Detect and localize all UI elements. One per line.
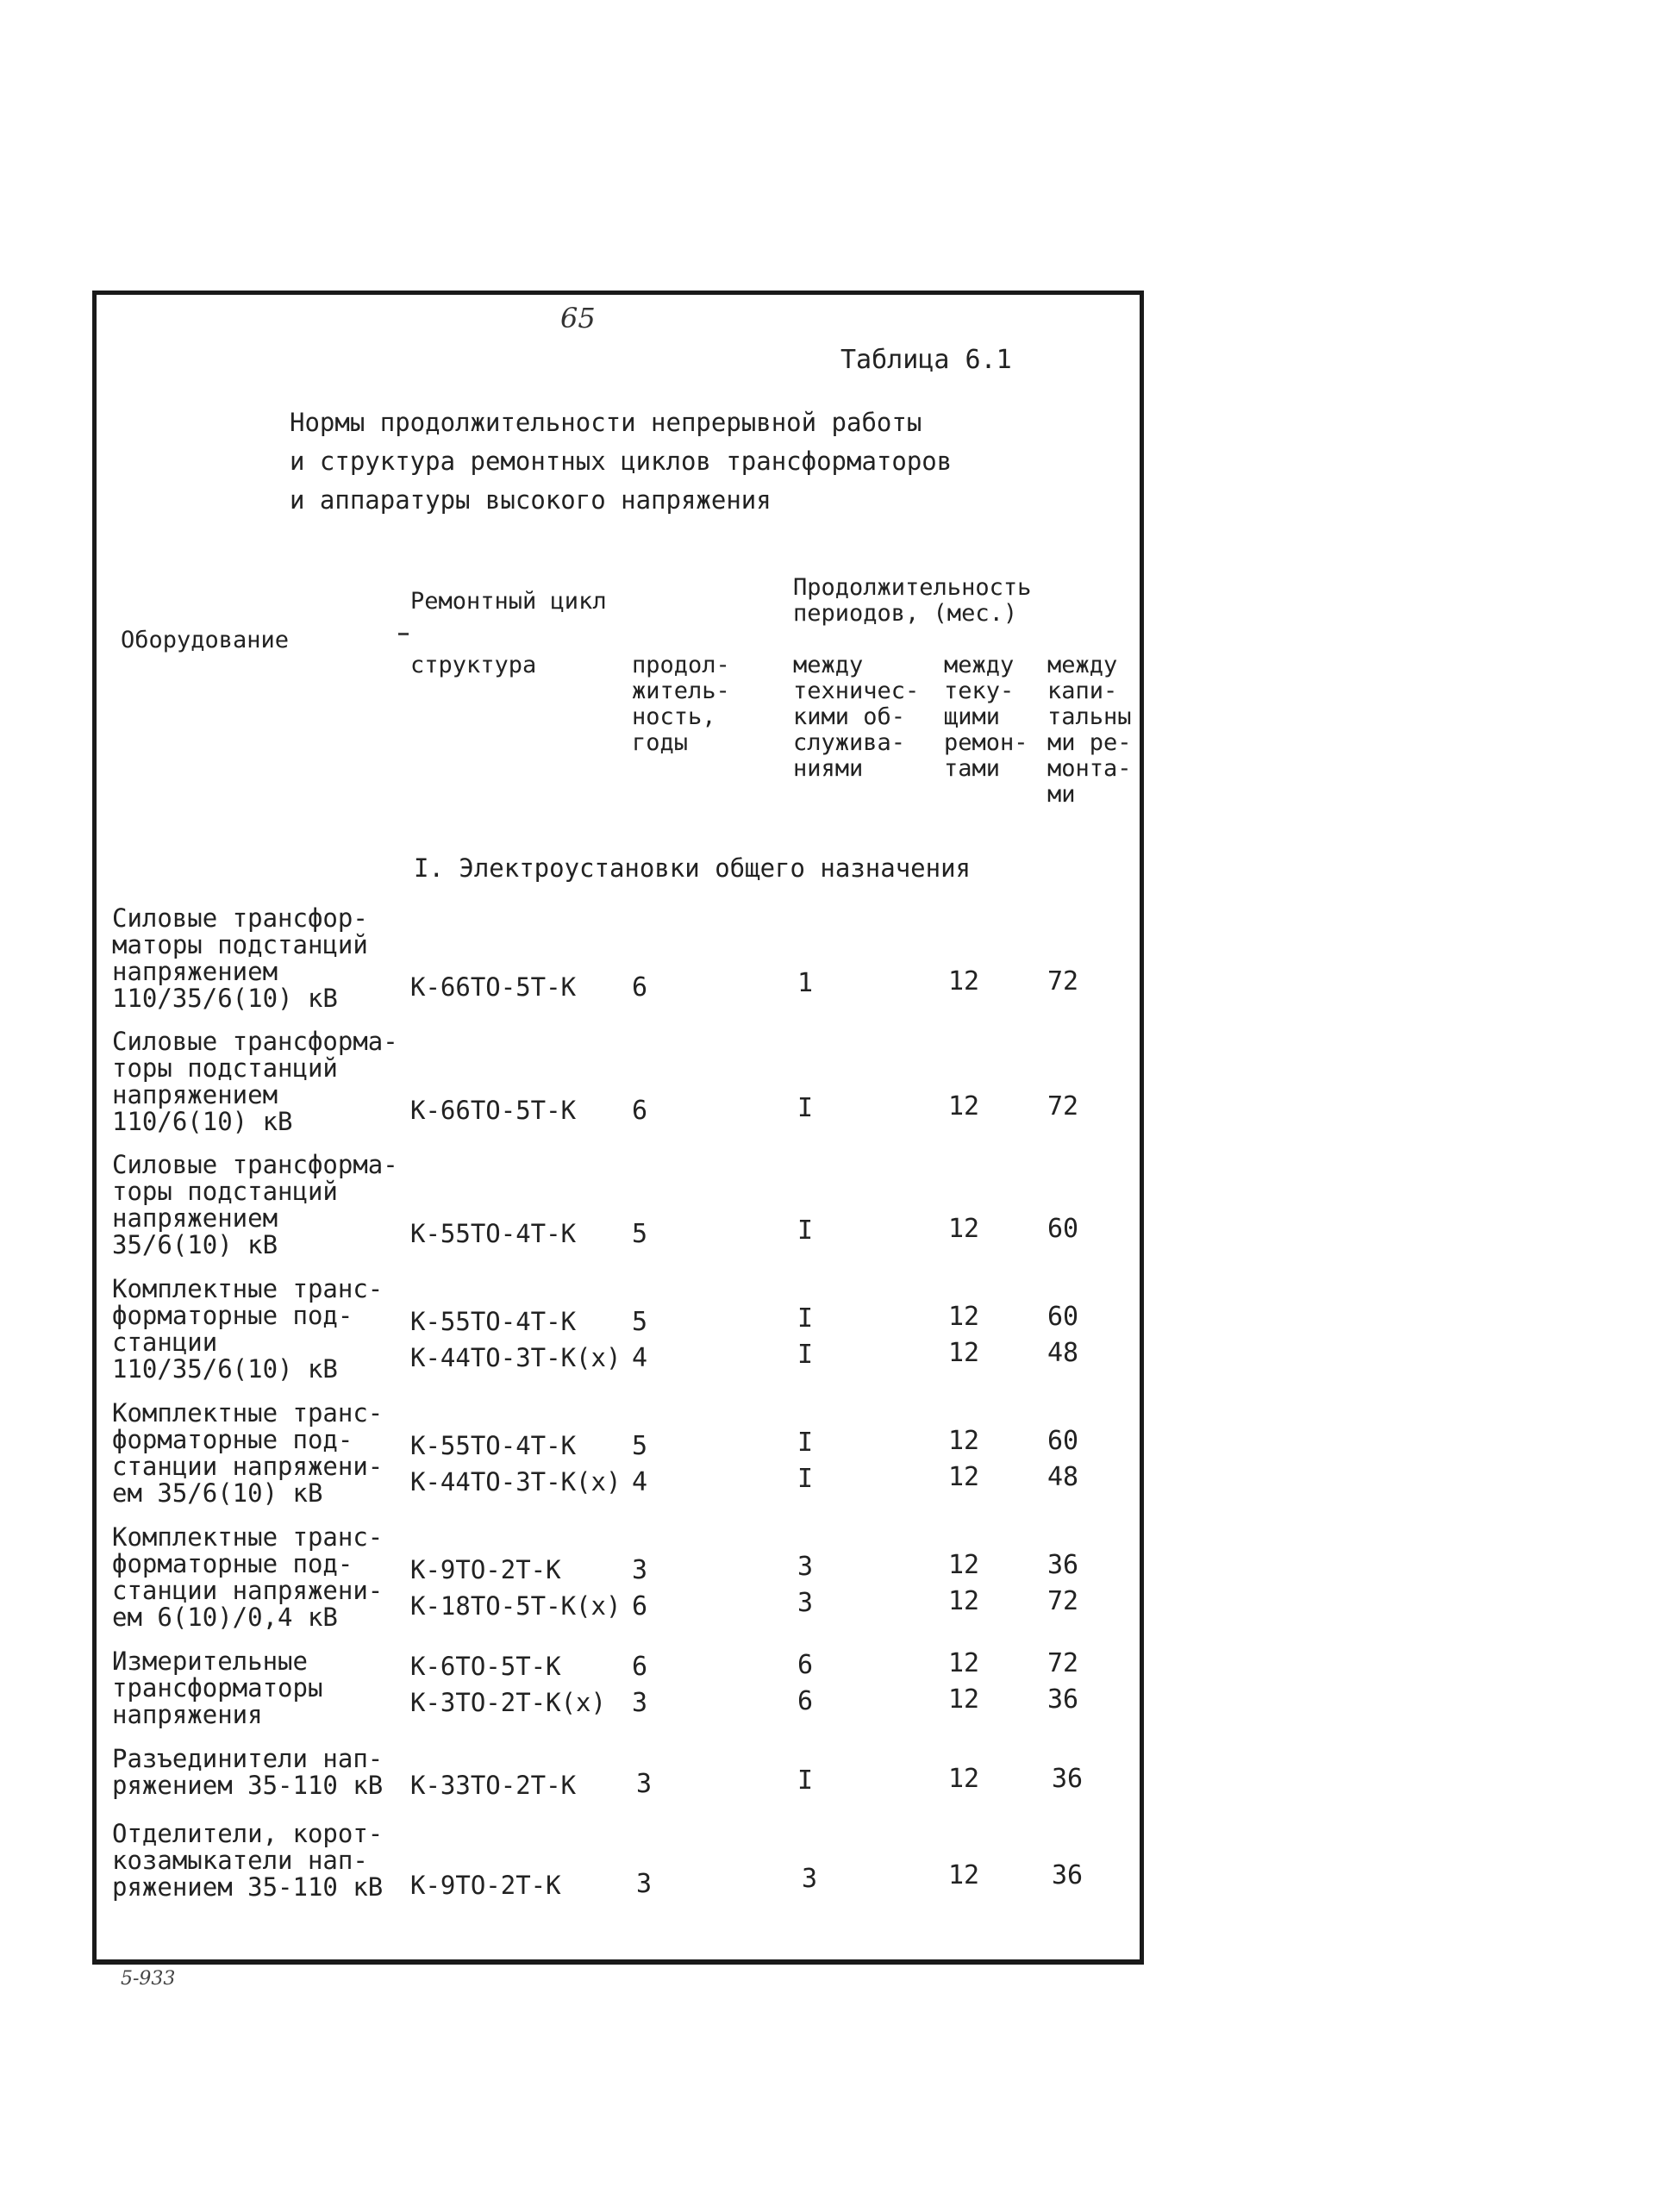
row-1-structure: К-66ТО-5Т-К [410, 972, 577, 1002]
row-7-maintenance-2: 6 [797, 1686, 814, 1716]
row-7-equipment: Измерительные трансформаторы напряжения [112, 1647, 323, 1729]
row-1-current: 12 [948, 966, 980, 997]
row-2-structure: К-66ТО-5Т-К [410, 1096, 577, 1125]
row-3-structure: К-55ТО-4Т-К [410, 1219, 577, 1248]
row-7-duration-2: 3 [632, 1688, 648, 1718]
row-3-equipment: Силовые трансформа- торы подстанций напряжением 35/6(10) кВ [112, 1150, 398, 1259]
row-6-structure-1: К-9ТО-2Т-К [410, 1555, 561, 1584]
row-7-current-1: 12 [948, 1648, 980, 1678]
footer-note: 5-933 [121, 1968, 176, 1990]
row-5-maintenance-1: I [797, 1428, 814, 1458]
header-between-maintenance: между техничес- кими об- служива- ниями [793, 652, 920, 782]
header-duration-years: продол- житель- ность, годы [632, 652, 730, 756]
row-2-duration: 6 [632, 1096, 648, 1126]
row-6-maintenance-1: 3 [797, 1552, 814, 1582]
row-4-structure-2: К-44ТО-3Т-К(х) [410, 1343, 622, 1372]
row-7-capital-2: 36 [1047, 1684, 1079, 1715]
row-8-maintenance: I [797, 1765, 814, 1796]
row-2-current: 12 [948, 1091, 980, 1122]
row-8-structure: К-33ТО-2Т-К [410, 1771, 577, 1800]
row-5-maintenance-2: I [797, 1464, 814, 1494]
row-6-maintenance-2: 3 [797, 1588, 814, 1618]
row-8-duration: 3 [636, 1769, 653, 1799]
row-7-current-2: 12 [948, 1684, 980, 1715]
row-2-equipment: Силовые трансформа- торы подстанций напряжением 110/6(10) кВ [112, 1027, 398, 1136]
table-title-line-3: и аппаратуры высокого напряжения [290, 485, 772, 515]
row-7-structure-1: К-6ТО-5Т-К [410, 1652, 561, 1681]
row-7-structure-2: К-3ТО-2Т-К(х) [410, 1688, 606, 1717]
row-5-structure-1: К-55ТО-4Т-К [410, 1431, 577, 1460]
row-3-maintenance: I [797, 1215, 814, 1246]
row-4-current-2: 12 [948, 1338, 980, 1368]
row-7-duration-1: 6 [632, 1652, 648, 1682]
row-4-maintenance-2: I [797, 1340, 814, 1370]
row-4-capital-1: 60 [1047, 1302, 1079, 1332]
row-1-duration: 6 [632, 972, 648, 1003]
row-5-structure-2: К-44ТО-3Т-К(х) [410, 1467, 622, 1497]
section-title: I. Электроустановки общего назначения [414, 853, 972, 883]
row-4-duration-1: 5 [632, 1307, 648, 1337]
header-between-capital-repairs: между капи- тальны ми ре- монта- ми [1047, 652, 1132, 808]
row-5-capital-1: 60 [1047, 1426, 1079, 1456]
table-title-line-1: Нормы продолжительности непрерывной работы [290, 408, 922, 437]
row-9-duration: 3 [636, 1869, 653, 1899]
row-8-capital: 36 [1052, 1764, 1084, 1794]
row-6-current-2: 12 [948, 1586, 980, 1616]
header-repair-cycle: Ремонтный цикл [410, 588, 607, 615]
row-4-structure-1: К-55ТО-4Т-К [410, 1307, 577, 1336]
table-label: Таблица 6.1 [840, 345, 1012, 375]
table-title-line-2: и структура ремонтных циклов трансформаторов [290, 447, 953, 476]
row-4-current-1: 12 [948, 1302, 980, 1332]
row-5-capital-2: 48 [1047, 1462, 1079, 1492]
header-between-current-repairs: между теку- щими ремон- тами [944, 652, 1028, 782]
row-5-duration-1: 5 [632, 1431, 648, 1461]
row-8-equipment: Разъединители нап- ряжением 35-110 кВ [112, 1744, 384, 1800]
row-9-maintenance: 3 [802, 1864, 818, 1894]
row-8-current: 12 [948, 1764, 980, 1794]
row-1-equipment: Силовые трансфор- маторы подстанций напряжением 110/35/6(10) кВ [112, 903, 368, 1013]
row-3-capital: 60 [1047, 1214, 1079, 1244]
row-6-structure-2: К-18ТО-5Т-К(х) [410, 1591, 622, 1621]
row-6-duration-1: 3 [632, 1555, 648, 1585]
row-2-capital: 72 [1047, 1091, 1079, 1122]
row-7-maintenance-1: 6 [797, 1650, 814, 1680]
row-5-duration-2: 4 [632, 1467, 648, 1497]
row-1-maintenance: 1 [797, 968, 814, 998]
row-6-current-1: 12 [948, 1550, 980, 1580]
row-4-duration-2: 4 [632, 1343, 648, 1373]
row-4-equipment: Комплектные транс- форматорные под- станции 110/35/6(10) кВ [112, 1274, 384, 1384]
row-5-current-2: 12 [948, 1462, 980, 1492]
row-9-capital: 36 [1052, 1860, 1084, 1890]
header-rule [398, 633, 409, 635]
row-9-current: 12 [948, 1860, 980, 1890]
row-9-structure: К-9ТО-2Т-К [410, 1871, 561, 1900]
row-6-equipment: Комплектные транс- форматорные под- станции напряжени- ем 6(10)/0,4 кВ [112, 1522, 384, 1632]
row-3-current: 12 [948, 1214, 980, 1244]
row-7-capital-1: 72 [1047, 1648, 1079, 1678]
row-6-duration-2: 6 [632, 1591, 648, 1622]
header-structure: структура [410, 652, 537, 678]
row-6-capital-1: 36 [1047, 1550, 1079, 1580]
row-5-current-1: 12 [948, 1426, 980, 1456]
row-9-equipment: Отделители, корот- козамыкатели нап- ряжением 35-110 кВ [112, 1819, 384, 1902]
row-5-equipment: Комплектные транс- форматорные под- станции напряжени- ем 35/6(10) кВ [112, 1398, 384, 1508]
header-periods-duration: Продолжительность периодов, (мес.) [793, 574, 1032, 627]
row-3-duration: 5 [632, 1219, 648, 1249]
header-equipment: Оборудование [121, 627, 290, 653]
row-4-capital-2: 48 [1047, 1338, 1079, 1368]
row-1-capital: 72 [1047, 966, 1079, 997]
row-2-maintenance: I [797, 1093, 814, 1123]
page-number: 65 [560, 302, 596, 334]
row-4-maintenance-1: I [797, 1303, 814, 1334]
row-6-capital-2: 72 [1047, 1586, 1079, 1616]
